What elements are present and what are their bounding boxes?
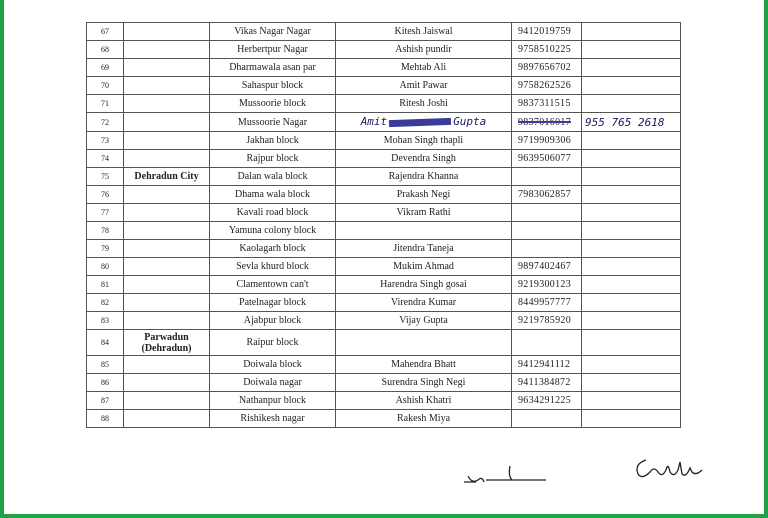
- extra-cell: [582, 23, 681, 41]
- table-row: [87, 186, 681, 204]
- row-number: 71: [87, 95, 124, 113]
- district-cell: [124, 23, 210, 41]
- table-row: [87, 312, 681, 330]
- left-frame-bar: [0, 0, 4, 518]
- name-cell: Ashish Khatri: [336, 392, 512, 410]
- district-cell: [124, 374, 210, 392]
- phone-cell: 9639506077: [512, 150, 582, 168]
- row-number: 87: [87, 392, 124, 410]
- name-cell: [336, 330, 512, 356]
- row-number: 85: [87, 356, 124, 374]
- row-number: 68: [87, 41, 124, 59]
- area-cell: Kavali road block: [210, 204, 336, 222]
- district-cell: Parwadun (Dehradun): [124, 330, 210, 356]
- phone-cell: [512, 222, 582, 240]
- area-cell: Vikas Nagar Nagar: [210, 23, 336, 41]
- name-cell: [336, 113, 512, 132]
- phone-cell: 9412941112: [512, 356, 582, 374]
- area-cell: Mussoorie Nagar: [210, 113, 336, 132]
- area-cell: Sahaspur block: [210, 77, 336, 95]
- signature-mark-left: [462, 462, 548, 494]
- table-row: [87, 77, 681, 95]
- area-cell: Herbertpur Nagar: [210, 41, 336, 59]
- phone-cell: [512, 204, 582, 222]
- name-cell: Devendra Singh: [336, 150, 512, 168]
- phone-cell: 9219785920: [512, 312, 582, 330]
- name-cell: Ritesh Joshi: [336, 95, 512, 113]
- table-row: [87, 276, 681, 294]
- table-row: [87, 356, 681, 374]
- extra-cell: [582, 222, 681, 240]
- table-row: [87, 294, 681, 312]
- district-cell: [124, 392, 210, 410]
- extra-cell: [582, 392, 681, 410]
- area-cell: Nathanpur block: [210, 392, 336, 410]
- extra-cell: [582, 330, 681, 356]
- name-cell: Virendra Kumar: [336, 294, 512, 312]
- name-cell: Harendra Singh gosai: [336, 276, 512, 294]
- row-number: 77: [87, 204, 124, 222]
- row-number: 82: [87, 294, 124, 312]
- row-number: 86: [87, 374, 124, 392]
- table-row: [87, 132, 681, 150]
- area-cell: Mussoorie block: [210, 95, 336, 113]
- extra-cell: [582, 59, 681, 77]
- phone-cell: 9758262526: [512, 77, 582, 95]
- area-cell: Rajpur block: [210, 150, 336, 168]
- phone-cell: 9412019759: [512, 23, 582, 41]
- phone-cell: 9219300123: [512, 276, 582, 294]
- name-cell: Jitendra Taneja: [336, 240, 512, 258]
- district-cell: [124, 312, 210, 330]
- area-cell: Yamuna colony block: [210, 222, 336, 240]
- area-cell: Raipur block: [210, 330, 336, 356]
- signature-mark-right: [632, 454, 714, 486]
- table-row: [87, 23, 681, 41]
- table-row: [87, 392, 681, 410]
- district-cell: [124, 410, 210, 428]
- table-row: [87, 59, 681, 77]
- area-cell: Patelnagar block: [210, 294, 336, 312]
- extra-cell: [582, 204, 681, 222]
- table-body: [87, 23, 681, 428]
- extra-cell: [582, 186, 681, 204]
- row-number: 78: [87, 222, 124, 240]
- name-cell: Rajendra Khanna: [336, 168, 512, 186]
- row-number: 70: [87, 77, 124, 95]
- phone-cell: 9411384872: [512, 374, 582, 392]
- district-cell: [124, 132, 210, 150]
- table-row: [87, 204, 681, 222]
- name-cell: Kitesh Jaiswal: [336, 23, 512, 41]
- area-cell: Kaolagarh block: [210, 240, 336, 258]
- area-cell: Dharmawala asan par: [210, 59, 336, 77]
- redaction-mark: [389, 118, 451, 127]
- name-cell: Vijay Gupta: [336, 312, 512, 330]
- extra-cell: [582, 294, 681, 312]
- name-cell: Mohan Singh thapli: [336, 132, 512, 150]
- extra-cell: [582, 356, 681, 374]
- phone-cell: [512, 410, 582, 428]
- area-cell: Jakhan block: [210, 132, 336, 150]
- extra-cell: [582, 41, 681, 59]
- name-cell: Vikram Rathi: [336, 204, 512, 222]
- table-row: [87, 240, 681, 258]
- extra-cell: [582, 168, 681, 186]
- area-cell: Clamentown can't: [210, 276, 336, 294]
- area-cell: Doiwala block: [210, 356, 336, 374]
- table-row: [87, 95, 681, 113]
- area-cell: Doiwala nagar: [210, 374, 336, 392]
- extra-cell: [582, 95, 681, 113]
- table-row: [87, 113, 681, 132]
- area-cell: Dhama wala block: [210, 186, 336, 204]
- phone-cell: 8449957777: [512, 294, 582, 312]
- row-number: 83: [87, 312, 124, 330]
- district-cell: [124, 356, 210, 374]
- phone-cell: 7983062857: [512, 186, 582, 204]
- district-cell: [124, 258, 210, 276]
- name-cell: [336, 222, 512, 240]
- row-number: 88: [87, 410, 124, 428]
- name-cell: Amit Pawar: [336, 77, 512, 95]
- table-row: [87, 258, 681, 276]
- table-row: [87, 168, 681, 186]
- district-cell: [124, 276, 210, 294]
- phone-cell: 9719909306: [512, 132, 582, 150]
- district-cell: [124, 41, 210, 59]
- phone-cell: [512, 168, 582, 186]
- name-cell: Mahendra Bhatt: [336, 356, 512, 374]
- area-cell: Dalan wala block: [210, 168, 336, 186]
- phone-cell: [512, 240, 582, 258]
- row-number: 76: [87, 186, 124, 204]
- name-cell: Ashish pundir: [336, 41, 512, 59]
- extra-cell: [582, 374, 681, 392]
- area-cell: Rishikesh nagar: [210, 410, 336, 428]
- table-row: [87, 222, 681, 240]
- area-cell: Sevla khurd block: [210, 258, 336, 276]
- table-row: [87, 150, 681, 168]
- name-cell: Surendra Singh Negi: [336, 374, 512, 392]
- bottom-frame-bar: [0, 514, 768, 518]
- district-cell: [124, 204, 210, 222]
- row-number: 75: [87, 168, 124, 186]
- row-number: 80: [87, 258, 124, 276]
- phone-cell: 9634291225: [512, 392, 582, 410]
- district-cell: [124, 294, 210, 312]
- district-cell: Dehradun City: [124, 168, 210, 186]
- phone-cell: 9837311515: [512, 95, 582, 113]
- district-cell: [124, 113, 210, 132]
- phone-cell: [512, 330, 582, 356]
- row-number: 73: [87, 132, 124, 150]
- handwritten-name-first: Amit: [360, 115, 388, 128]
- phone-cell: 9837016017: [512, 113, 582, 132]
- district-cell: [124, 59, 210, 77]
- extra-cell: 955 765 2618: [582, 113, 681, 132]
- extra-cell: [582, 150, 681, 168]
- district-cell: [124, 186, 210, 204]
- extra-cell: [582, 258, 681, 276]
- district-cell: [124, 222, 210, 240]
- row-number: 74: [87, 150, 124, 168]
- handwritten-name-last: Gupta: [453, 115, 487, 128]
- extra-cell: [582, 132, 681, 150]
- document-sheet: [86, 22, 684, 428]
- table-row: [87, 41, 681, 59]
- row-number: 84: [87, 330, 124, 356]
- district-cell: [124, 77, 210, 95]
- row-number: 79: [87, 240, 124, 258]
- phone-cell: 9897402467: [512, 258, 582, 276]
- name-cell: Mehtab Ali: [336, 59, 512, 77]
- phone-cell: 9897656702: [512, 59, 582, 77]
- district-cell: [124, 95, 210, 113]
- row-number: 69: [87, 59, 124, 77]
- area-cell: Ajabpur block: [210, 312, 336, 330]
- right-frame-bar: [764, 0, 768, 518]
- district-cell: [124, 150, 210, 168]
- name-cell: Mukim Ahmad: [336, 258, 512, 276]
- phone-cell: 9758510225: [512, 41, 582, 59]
- member-list-table: [86, 22, 681, 428]
- table-row: [87, 374, 681, 392]
- row-number: 81: [87, 276, 124, 294]
- district-cell: [124, 240, 210, 258]
- row-number: 67: [87, 23, 124, 41]
- name-cell: Rakesh Miya: [336, 410, 512, 428]
- table-row: [87, 330, 681, 356]
- table-row: [87, 410, 681, 428]
- extra-cell: [582, 410, 681, 428]
- extra-cell: [582, 240, 681, 258]
- extra-cell: [582, 276, 681, 294]
- name-cell: Prakash Negi: [336, 186, 512, 204]
- extra-cell: [582, 312, 681, 330]
- extra-cell: [582, 77, 681, 95]
- row-number: 72: [87, 113, 124, 132]
